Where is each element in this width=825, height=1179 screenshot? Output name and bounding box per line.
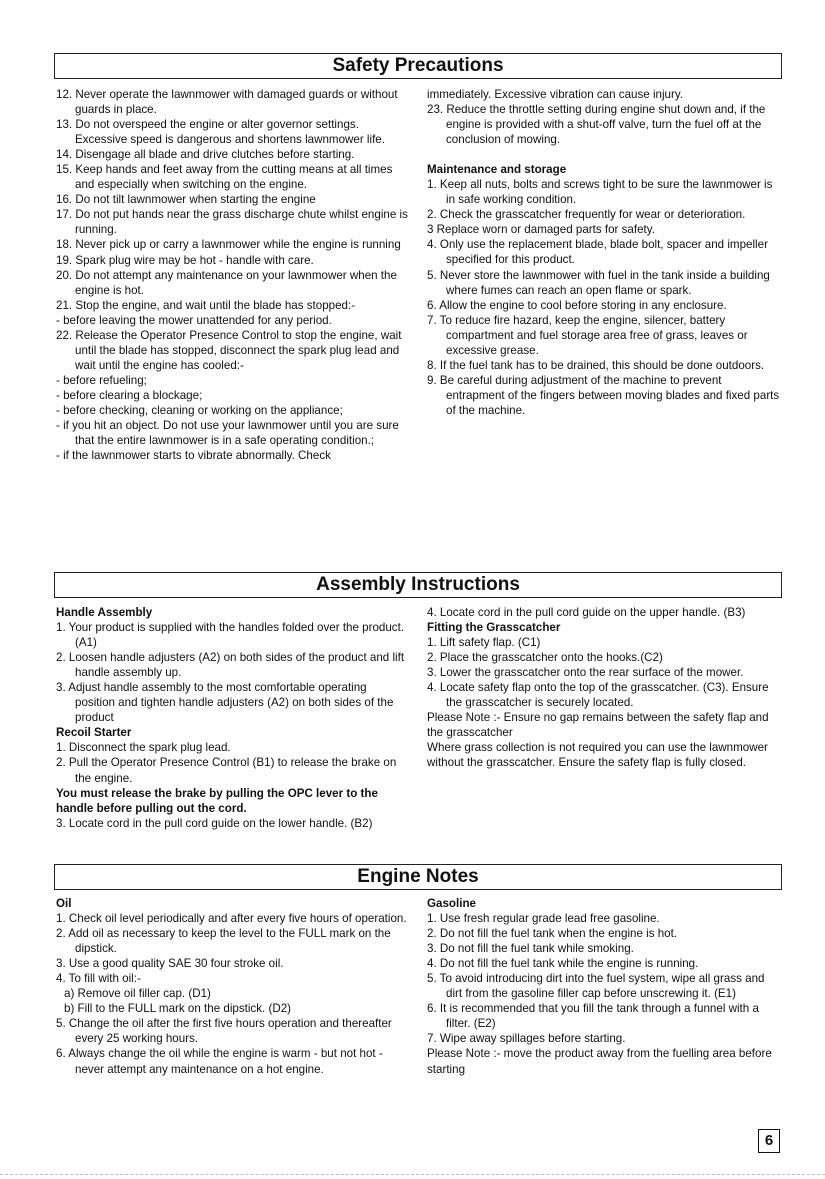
section-subheading: Maintenance and storage bbox=[427, 163, 567, 177]
list-item: 7. To reduce fire hazard, keep the engine, silencer, battery compartment and fuel storage area free of grass, leaves or excessive grease. bbox=[427, 313, 748, 357]
list-item: 2. Place the grasscatcher onto the hooks.(C2) bbox=[427, 651, 663, 665]
page-number: 6 bbox=[758, 1129, 780, 1153]
list-item: 12. Never operate the lawnmower with damaged guards or without guards in place. bbox=[56, 88, 398, 117]
assembly-instructions-heading: Assembly Instructions bbox=[54, 572, 782, 598]
list-item: 17. Do not put hands near the grass discharge chute whilst engine is running. bbox=[56, 208, 408, 237]
list-item: 7. Wipe away spillages before starting. bbox=[427, 1032, 626, 1046]
list-item: 6. It is recommended that you fill the tank through a funnel with a filter. (E2) bbox=[427, 1002, 759, 1031]
list-item: 4. Only use the replacement blade, blade bolt, spacer and impeller specified for this product. bbox=[427, 238, 768, 267]
list-item: 13. Do not overspeed the engine or alter governor settings. Excessive speed is dangerous and shortens lawnmower life. bbox=[56, 118, 385, 147]
list-item: Where grass collection is not required you can use the lawnmower without the grasscatcher. Ensure the safety flap is fully closed. bbox=[427, 741, 768, 770]
list-item: - before leaving the mower unattended for any period. bbox=[56, 313, 332, 327]
list-item: - if the lawnmower starts to vibrate abnormally. Check bbox=[56, 449, 331, 463]
list-item: 19. Spark plug wire may be hot - handle with care. bbox=[56, 253, 314, 267]
list-item: 2. Add oil as necessary to keep the level to the FULL mark on the dipstick. bbox=[56, 927, 391, 956]
list-item: 6. Allow the engine to cool before storing in any enclosure. bbox=[427, 298, 727, 312]
list-item: - before clearing a blockage; bbox=[56, 388, 203, 402]
assembly-left-column bbox=[56, 605, 408, 831]
section-subheading: Fitting the Grasscatcher bbox=[427, 621, 561, 635]
section-subheading: Gasoline bbox=[427, 897, 476, 910]
list-item: 3. Lower the grasscatcher onto the rear surface of the mower. bbox=[427, 666, 744, 680]
list-item: 2. Check the grasscatcher frequently for wear or deterioration. bbox=[427, 208, 746, 222]
list-item: 3. Use a good quality SAE 30 four stroke oil. bbox=[56, 957, 284, 971]
engine-right-column bbox=[427, 896, 782, 1077]
section-subheading: Oil bbox=[56, 897, 72, 910]
list-item: 3. Locate cord in the pull cord guide on the lower handle. (B2) bbox=[56, 816, 373, 830]
list-item: - before refueling; bbox=[56, 373, 147, 387]
list-item: 6. Always change the oil while the engine is warm - but not hot - never attempt any maintenance on a hot engine. bbox=[56, 1047, 383, 1076]
engine-notes-heading: Engine Notes bbox=[54, 864, 782, 890]
list-item: 1. Lift safety flap. (C1) bbox=[427, 636, 541, 650]
list-item: 9. Be careful during adjustment of the machine to prevent entrapment of the fingers between moving blades and fixed parts of the machine. bbox=[427, 373, 780, 417]
list-item: 1. Use fresh regular grade lead free gasoline. bbox=[427, 912, 660, 926]
list-item: 2. Loosen handle adjusters (A2) on both sides of the product and lift handle assembly up. bbox=[56, 651, 405, 680]
list-item: b) Fill to the FULL mark on the dipstick. (D2) bbox=[64, 1002, 292, 1016]
list-item: 5. To avoid introducing dirt into the fuel system, wipe all grass and dirt from the gasoline filler cap before unscrewing it. (E1) bbox=[427, 972, 765, 1001]
list-item: 3. Adjust handle assembly to the most comfortable operating position and tighten handle adjusters (A2) on both sides of the product bbox=[56, 681, 394, 725]
section-subheading: Recoil Starter bbox=[56, 726, 132, 740]
section-subheading: Handle Assembly bbox=[56, 606, 153, 619]
list-item: 5. Change the oil after the first five hours operation and thereafter every 25 working hours. bbox=[56, 1017, 392, 1046]
page-bottom-rule bbox=[0, 1174, 825, 1175]
list-item: 20. Do not attempt any maintenance on your lawnmower when the engine is hot. bbox=[56, 268, 397, 297]
safety-left-column bbox=[56, 87, 408, 463]
safety-right-column bbox=[427, 87, 782, 418]
list-item: 4. Locate safety flap onto the top of the grasscatcher. (C3). Ensure the grasscatcher is securely located. bbox=[427, 681, 769, 710]
list-item: 22. Release the Operator Presence Control to stop the engine, wait until the blade has stopped, disconnect the spark plug lead and wait until the engine has cooled:- bbox=[56, 328, 402, 372]
list-item: 4. To fill with oil:- bbox=[56, 972, 141, 986]
list-item: 1. Disconnect the spark plug lead. bbox=[56, 741, 231, 755]
list-item: 21. Stop the engine, and wait until the blade has stopped:- bbox=[56, 298, 356, 312]
list-item: 2. Pull the Operator Presence Control (B1) to release the brake on the engine. bbox=[56, 756, 397, 785]
list-item: immediately. Excessive vibration can cause injury. bbox=[427, 88, 684, 101]
list-item: 4. Do not fill the fuel tank while the engine is running. bbox=[427, 957, 699, 971]
list-item: 8. If the fuel tank has to be drained, this should be done outdoors. bbox=[427, 358, 765, 372]
list-item: 3 Replace worn or damaged parts for safety. bbox=[427, 223, 655, 237]
list-item: 16. Do not tilt lawnmower when starting the engine bbox=[56, 193, 316, 207]
list-item: 23. Reduce the throttle setting during engine shut down and, if the engine is provided with a shut-off valve, turn the fuel off at the conclusion of mowing. bbox=[427, 103, 766, 147]
list-item: 1. Your product is supplied with the handles folded over the product. (A1) bbox=[56, 621, 405, 650]
list-item: - before checking, cleaning or working on the appliance; bbox=[56, 403, 343, 417]
list-item: 4. Locate cord in the pull cord guide on the upper handle. (B3) bbox=[427, 606, 746, 619]
list-item: a) Remove oil filler cap. (D1) bbox=[64, 987, 211, 1001]
section-subheading: You must release the brake by pulling the OPC lever to the handle before pulling out the cord. bbox=[56, 786, 378, 815]
spacer bbox=[427, 147, 782, 162]
list-item: 2. Do not fill the fuel tank when the engine is hot. bbox=[427, 927, 678, 941]
engine-left-column bbox=[56, 896, 408, 1077]
list-item: 15. Keep hands and feet away from the cutting means at all times and especially when switching on the engine. bbox=[56, 163, 393, 192]
list-item: 5. Never store the lawnmower with fuel in the tank inside a building where fumes can reach an open flame or spark. bbox=[427, 268, 770, 297]
list-item: - if you hit an object. Do not use your lawnmower until you are sure that the entire lawnmower is in a safe operating condition.; bbox=[56, 419, 399, 448]
list-item: Please Note :- Ensure no gap remains between the safety flap and the grasscatcher bbox=[427, 711, 769, 740]
assembly-right-column bbox=[427, 605, 782, 771]
safety-precautions-heading: Safety Precautions bbox=[54, 53, 782, 79]
list-item: 18. Never pick up or carry a lawnmower while the engine is running bbox=[56, 238, 401, 252]
list-item: 14. Disengage all blade and drive clutches before starting. bbox=[56, 148, 355, 162]
list-item: Please Note :- move the product away from the fuelling area before starting bbox=[427, 1047, 772, 1076]
list-item: 1. Check oil level periodically and after every five hours of operation. bbox=[56, 912, 407, 926]
list-item: 3. Do not fill the fuel tank while smoking. bbox=[427, 942, 634, 956]
list-item: 1. Keep all nuts, bolts and screws tight to be sure the lawnmower is in safe working condition. bbox=[427, 178, 773, 207]
